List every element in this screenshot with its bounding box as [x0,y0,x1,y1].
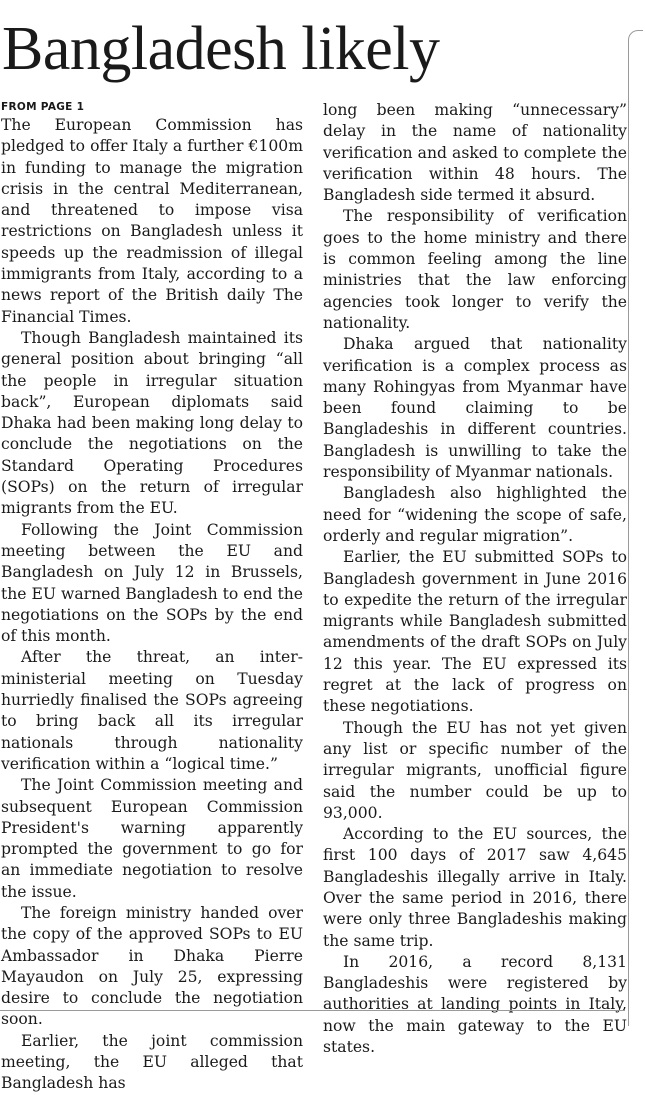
article-paragraph: In 2016, a record 8,131 Bangladeshis were registered by authorities at landing points in Italy, now the main gateway to the EU states. [323,952,627,1057]
article-paragraph: The responsibility of verification goes to the home ministry and there is common feeling among the line ministries that the law enforcing agencies took longer to verify the nationality. [323,207,627,332]
article-paragraph: After the threat, an inter-ministerial meeting on Tuesday hurriedly finalised the SOPs agreeing to bring back all its irregular nationals through nationality verification within a “logical time.” [1,648,303,773]
article-column-left [1,100,303,1095]
article-paragraph: Though the EU has not yet given any list or specific number of the irregular migrants, unofficial figure said the number could be up to 93,000. [323,718,627,822]
article-paragraph: Though Bangladesh maintained its general position about bringing “all the people in irregular situation back”, European diplomats said Dhaka had been making long delay to conclude the negotiations on the Standard Operating Procedures (SOPs) on the return of irregular migrants from the EU. [1,328,303,518]
article-column-right [323,100,627,1058]
article-paragraph: Earlier, the EU submitted SOPs to Bangladesh government in June 2016 to expedite the return of the irregular migrants while Bangladesh submitted amendments of the draft SOPs on July 12 this year. The EU expressed its regret at the lack of progress on these negotiations. [323,548,627,716]
headline: Bangladesh likely [2,15,440,83]
article-paragraph: The foreign ministry handed over the copy of the approved SOPs to EU Ambassador in Dhaka Pierre Mayaudon on July 25, expressing desire to conclude the negotiation soon. [1,903,303,1029]
article-paragraph: Bangladesh also highlighted the need for “widening the scope of safe, orderly and regular migration”. [323,484,627,545]
article-paragraph: Dhaka argued that nationality verification is a complex process as many Rohingyas from Myanmar have been found claiming to be Bangladeshis in different countries. Bangladesh is unwilling to take the responsibility of Myanmar nationals. [323,335,627,482]
article-paragraph-continued: long been making “unnecessary” delay in the name of nationality verification and asked to complete the verification within 48 hours. The Bangladesh side termed it absurd. [323,101,627,205]
page-frame-line [628,30,643,1026]
bottom-rule [0,1010,625,1011]
article-paragraph: Earlier, the joint commission meeting, the EU alleged that Bangladesh has [1,1031,303,1093]
article-paragraph: The European Commission has pledged to offer Italy a further €100m in funding to manage the migration crisis in the central Mediterranean, and threatened to impose visa restrictions on Bangladesh unless it speeds up the readmission of illegal immigrants from Italy, according to a news report of the British daily The Financial Times. [1,116,303,326]
article-paragraph: Following the Joint Commission meeting between the EU and Bangladesh on July 12 in Brussels, the EU warned Bangladesh to end the negotiations on the SOPs by the end of this month. [1,520,303,646]
article-paragraph: According to the EU sources, the first 100 days of 2017 saw 4,645 Bangladeshis illegally arrive in Italy. Over the same period in 2016, there were only three Bangladeshis making the same trip. [323,825,627,950]
dateline: FROM PAGE 1 [1,101,85,113]
article-paragraph: The Joint Commission meeting and subsequent European Commission President's warning apparently prompted the government to go for an immediate negotiation to resolve the issue. [1,776,303,901]
